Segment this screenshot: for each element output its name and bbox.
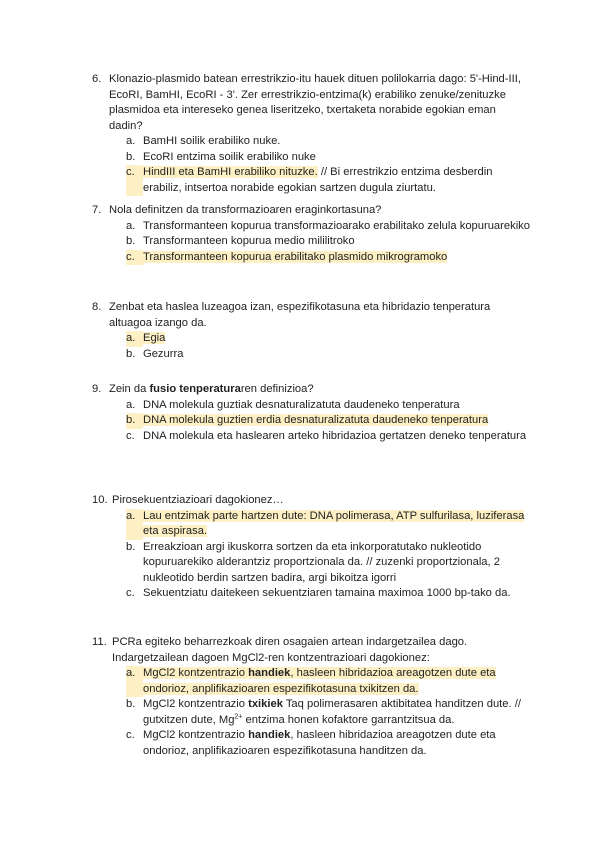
option-a: a. DNA molekula guztiak desnaturalizatuta daudeneko tenperatura (126, 398, 460, 411)
option-b: b. MgCl2 kontzentrazio txikiek Taq polimerasaren aktibitatea handitzen dute. // gutxitzen dute, $Mg^{2+}$ entzima honen kofaktore garrantzitsua da. (126, 698, 521, 726)
option-a: a. BamHI soilik erabiliko nuke. (126, 135, 281, 147)
answer-note: // Bi errestrikzio entzima desberdin erabiliz, intsertoa norabide egokian sartzen dugula ziurtatu. (143, 166, 493, 194)
option-a: a. Transformanteen kopurua transformazioarako erabilitako zelula kopuruarekiko (126, 219, 530, 232)
highlighted-answer: HindIII eta BamHI erabiliko nituzke. (143, 166, 318, 178)
option-c: c. HindIII eta BamHI erabiliko nituzke. // Bi errestrikzio entzima desberdin erabiliz, intsertoa norabide egokian sartzen dugula ziurtatu. (126, 165, 532, 196)
option-a: a. MgCl2 kontzentrazio handiek, hasleen hibridazioa areagotzen dute eta ondorioz, anplifikazioaren espezifikotasuna txikitzen da. (126, 666, 532, 697)
option-b: b. Transformanteen kopurua medio mililitroko (126, 235, 355, 247)
highlighted-answer: DNA molekula guztien erdia desnaturalizatuta daudeneko tenperatura (143, 414, 489, 426)
option-b: b. DNA molekula guztien erdia desnaturalizatuta daudeneko tenperatura (126, 413, 532, 429)
question-10 (92, 493, 532, 602)
question-text: Zenbat eta haslea luzeagoa izan, espezifikotasuna eta hibridazio tenperatura altuagoa izango da. (109, 301, 491, 329)
highlighted-answer: MgCl2 kontzentrazio handiek, hasleen hibridazioa areagotzen dute eta ondorioz, anplifikazioaren espezifikotasuna txikitzen da. (143, 667, 496, 695)
question-8 (92, 300, 532, 362)
question-text: Zein da fusio tenperaturaren definizioa? (109, 383, 314, 395)
highlighted-answer: Transformanteen kopurua erabilitako plasmido mikrogramoko (143, 250, 448, 263)
question-text: Klonazio-plasmido batean errestrikzio-itu hauek dituen polilokarria dago: 5'-Hind-III, EcoRI, BamHI, EcoRI - 3'. Zer errestrikzio-entzima(k) erabiliko zenuke/zenituzke plasmidoa eta intereseko genea liseritzeko, txertaketa norabide egokian eman dadin? (109, 73, 521, 132)
question-text: Nola definitzen da transformazioaren eraginkortasuna? (109, 204, 382, 216)
question-text: PCRa egiteko beharrezkoak diren osagaien artean indargetzailea dago. Indargetzailean dagoen MgCl2-ren kontzentrazioari dagokionez: (112, 636, 468, 664)
question-text: Pirosekuentziazioari dagokionez… (112, 494, 284, 506)
option-c: c. Sekuentziatu daitekeen sekuentziaren tamaina maximoa 1000 bp-tako da. (126, 587, 511, 599)
option-a: a. Lau entzimak parte hartzen dute: DNA polimerasa, ATP sulfurilasa, luziferasa eta aspirasa. (126, 509, 532, 540)
option-b: b. Erreakzioan argi ikuskorra sortzen da eta inkorporatutako nukleotido kopuruarekiko alderantziz proportzionala da. // zuzenki proportzionala, 2 nukleotido berdin sartzen badira, argi bikoitza igorri (126, 540, 500, 584)
question-6 (92, 72, 532, 196)
question-number: 10. (92, 494, 108, 506)
question-number: 7. (92, 204, 102, 216)
question-number: 6. (92, 73, 102, 85)
option-c: c. MgCl2 kontzentrazio handiek, hasleen hibridazioa areagotzen dute eta ondorioz, anplifikazioaren espezifikotasuna handitzen da. (126, 729, 496, 757)
option-b: b. EcoRI entzima soilik erabiliko nuke (126, 150, 316, 163)
question-number: 8. (92, 301, 102, 313)
question-number: 9. (92, 383, 102, 395)
option-b: b. Gezurra (126, 347, 184, 360)
question-9 (92, 382, 532, 444)
highlighted-answer: Egia (143, 332, 166, 344)
option-c: c. DNA molekula eta haslearen arteko hibridazioa gertatzen deneko tenperatura (126, 429, 527, 442)
option-a: a. Egia (126, 331, 532, 347)
question-11 (92, 635, 532, 759)
question-number: 11. (92, 636, 107, 648)
question-7 (92, 203, 532, 265)
option-c: c. Transformanteen kopurua erabilitako plasmido mikrogramoko (126, 250, 532, 266)
highlighted-answer: Lau entzimak parte hartzen dute: DNA polimerasa, ATP sulfurilasa, luziferasa eta aspirasa. (143, 509, 525, 537)
